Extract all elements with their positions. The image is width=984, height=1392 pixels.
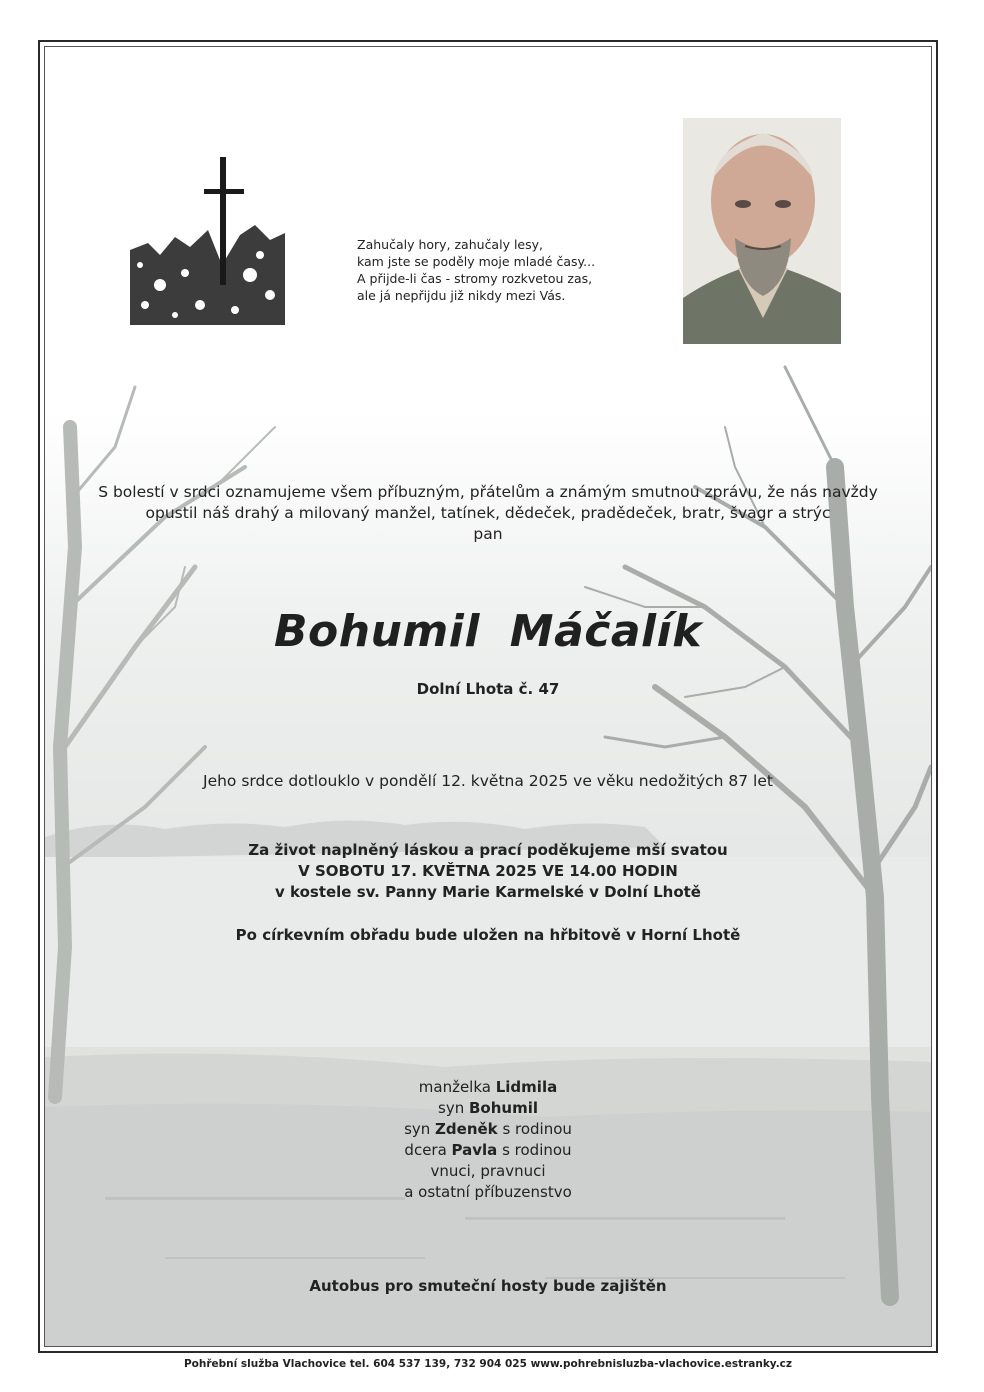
announcement-line: opustil náš drahý a milovaný manžel, tatínek, dědeček, pradědeček, bratr, švagr a strýc	[145, 504, 831, 522]
mourner-line: syn Bohumil	[438, 1099, 538, 1117]
death-notice: Jeho srdce dotlouklo v pondělí 12. května 2025 ve věku nedožitých 87 let	[203, 772, 773, 790]
verse-line: Zahučaly hory, zahučaly lesy,	[357, 237, 543, 252]
announcement-line: S bolestí v srdci oznamujeme všem příbuzným, přátelům a známým smutnou zprávu, že nás navždy	[98, 483, 878, 501]
verse-line: ale já nepřijdu již nikdy mezi Vás.	[357, 288, 566, 303]
announcement-line: pan	[473, 525, 503, 543]
mourner-line: a ostatní příbuzenstvo	[404, 1183, 572, 1201]
service-line: V SOBOTU 17. KVĚTNA 2025 VE 14.00 HODIN	[298, 862, 678, 880]
mourner-line: dcera Pavla s rodinou	[404, 1141, 572, 1159]
deceased-address: Dolní Lhota č. 47	[416, 680, 560, 698]
deceased-portrait-photo	[683, 118, 841, 344]
first-name: Bohumil	[274, 606, 480, 657]
memorial-verse	[357, 236, 617, 304]
verse-line: A přijde-li čas - stromy rozkvetou zas,	[357, 271, 593, 286]
mourners-list	[45, 1077, 931, 1203]
bus-notice: Autobus pro smuteční hosty bude zajištěn	[309, 1277, 667, 1295]
service-line: Za život naplněný láskou a prací poděkujeme mší svatou	[248, 841, 728, 859]
burial-notice: Po církevním obřadu bude uložen na hřbitově v Horní Lhotě	[235, 926, 741, 944]
funeral-service-footer: Pohřební služba Vlachovice tel. 604 537 139, 732 904 025 www.pohrebnisluzba-vlachovice.estranky.cz	[183, 1358, 793, 1370]
last-name: Máčalík	[509, 606, 702, 657]
verse-line: kam jste se poděly moje mladé časy...	[357, 254, 596, 269]
funeral-service-details	[45, 840, 931, 903]
announcement-text	[45, 482, 931, 545]
deceased-name	[45, 606, 931, 657]
cross-image	[130, 155, 285, 325]
service-line: v kostele sv. Panny Marie Karmelské v Dolní Lhotě	[275, 883, 701, 901]
mourner-line: manželka Lidmila	[418, 1078, 558, 1096]
mourner-line: vnuci, pravnuci	[430, 1162, 546, 1180]
mourner-line: syn Zdeněk s rodinou	[404, 1120, 572, 1138]
